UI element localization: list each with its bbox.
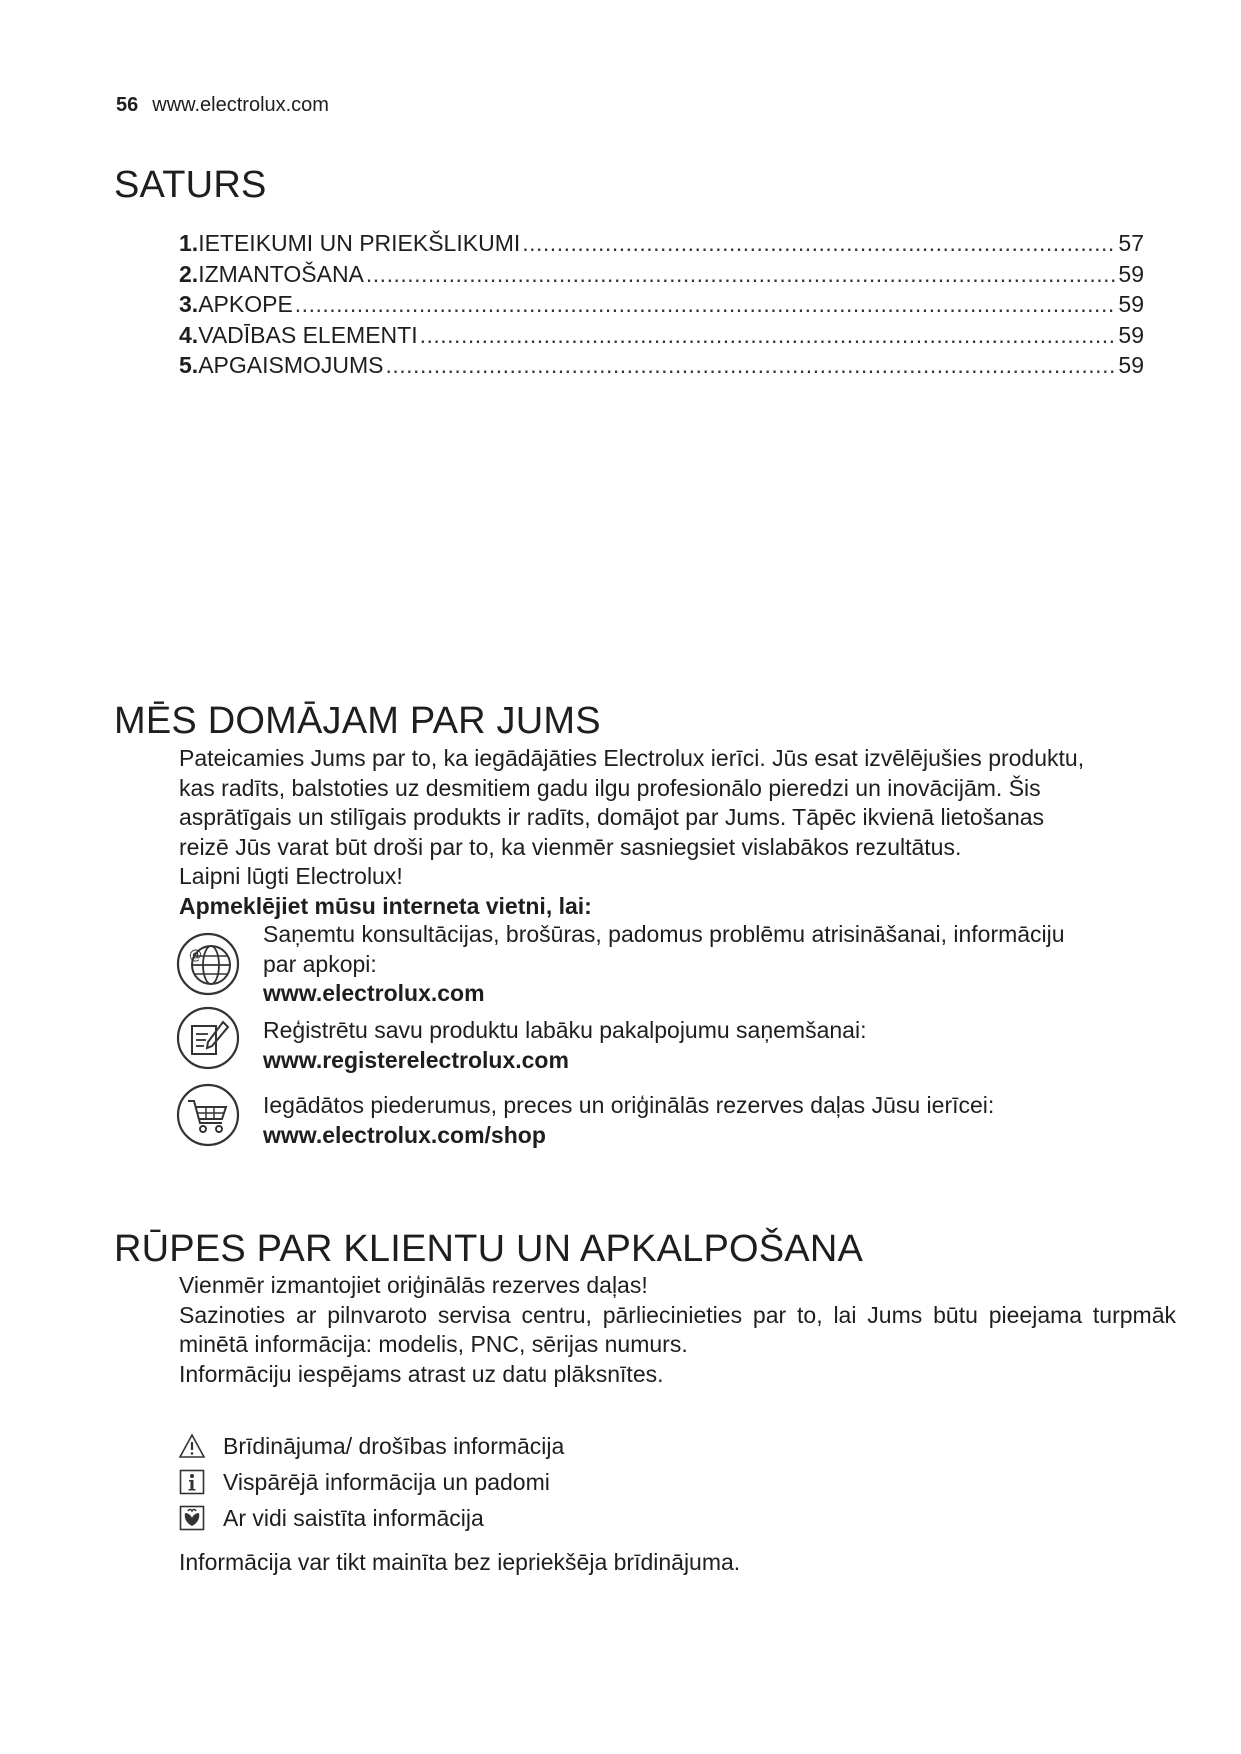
toc-item-page: 59: [1118, 321, 1144, 348]
care-text: [179, 1271, 1176, 1389]
environment-icon: [179, 1505, 205, 1531]
toc-item-label: VADĪBAS ELEMENTI: [198, 321, 418, 348]
page-number: 56: [116, 94, 139, 116]
thinking-intro: [179, 744, 1159, 921]
intro-line: asprātīgais un stilīgais produkts ir radīts, domājot par Jums. Tāpēc ikvienā lietošanas: [179, 804, 1045, 830]
toc-item[interactable]: [179, 352, 1144, 383]
intro-line: Pateicamies Jums par to, ka iegādājāties Electrolux ierīci. Jūs esat izvēlējušies produktu,: [179, 745, 1085, 771]
intro-line: kas radīts, balstoties uz desmitiem gadu ilgu profesionālo pieredzi un inovācijām. Šis: [179, 774, 1041, 801]
toc-item[interactable]: [179, 261, 1144, 292]
link-description: Saņemtu konsultācijas, brošūras, padomus problēmu atrisināšanai, informāciju: [263, 921, 1065, 947]
toc-leader-dots: [522, 230, 1116, 257]
toc-item-number: 4.: [179, 321, 199, 348]
toc-item-number: 3.: [179, 291, 199, 317]
link-item-register: [263, 1016, 1163, 1075]
visit-heading: Apmeklējiet mūsu interneta vietni, lai:: [179, 892, 592, 919]
toc-item-number: 1.: [179, 230, 199, 256]
link-item-support: [263, 920, 1163, 1009]
shop-url-link[interactable]: www.electrolux.com/shop: [263, 1121, 546, 1148]
toc-item-page: 59: [1118, 291, 1144, 317]
link-description: Reģistrētu savu produktu labāku pakalpojumu saņemšanai:: [263, 1017, 867, 1043]
legend-item: [179, 1428, 564, 1464]
contents-title: SATURS: [114, 164, 267, 206]
warning-icon: [179, 1433, 205, 1459]
toc-item[interactable]: [179, 322, 1144, 353]
info-icon: [179, 1469, 205, 1495]
toc-item[interactable]: [179, 291, 1144, 322]
page-header: [116, 94, 329, 117]
intro-line: Laipni lūgti Electrolux!: [179, 863, 403, 889]
thinking-title: MĒS DOMĀJAM PAR JUMS: [114, 700, 601, 742]
support-url-link[interactable]: www.electrolux.com: [263, 980, 485, 1006]
svg-text:@: @: [189, 948, 202, 963]
toc-leader-dots: [420, 322, 1117, 349]
toc-item-number: 2.: [179, 260, 199, 287]
link-description: Iegādātos piederumus, preces un oriģinālās rezerves daļas Jūsu ierīcei:: [263, 1092, 995, 1118]
toc-item-number: 5.: [179, 352, 199, 378]
toc-item-page: 57: [1118, 230, 1144, 256]
care-line: Informāciju iespējams atrast uz datu plāksnītes.: [179, 1360, 664, 1387]
legend-label: Brīdinājuma/ drošības informācija: [223, 1432, 565, 1459]
toc-item[interactable]: [179, 230, 1144, 261]
legend-label: Ar vidi saistīta informācija: [223, 1504, 484, 1531]
legend-item: [179, 1464, 564, 1500]
website-link[interactable]: www.electrolux.com: [152, 94, 329, 116]
toc-item-page: 59: [1118, 260, 1144, 287]
toc-item-label: APKOPE: [198, 291, 293, 317]
toc-item-label: APGAISMOJUMS: [198, 352, 384, 378]
register-icon: [176, 1006, 240, 1070]
register-url-link[interactable]: www.registerelectrolux.com: [263, 1046, 569, 1073]
link-description: par apkopi:: [263, 950, 377, 977]
globe-icon: [176, 932, 240, 996]
shopping-cart-icon: [176, 1083, 240, 1147]
footer-note: Informācija var tikt mainīta bez iepriekšēja brīdinājuma.: [179, 1549, 741, 1575]
intro-line: reizē Jūs varat būt droši par to, ka vienmēr sasniegsiet vislabākos rezultātus.: [179, 833, 962, 860]
link-item-shop: [263, 1091, 1163, 1150]
toc-item-label: IZMANTOŠANA: [198, 260, 364, 287]
legend-item: [179, 1500, 564, 1536]
care-title: RŪPES PAR KLIENTU UN APKALPOŠANA: [114, 1228, 864, 1270]
table-of-contents: [179, 230, 1144, 383]
toc-leader-dots: [386, 352, 1117, 379]
symbol-legend: [179, 1428, 564, 1536]
toc-item-label: IETEIKUMI UN PRIEKŠLIKUMI: [198, 230, 521, 256]
toc-leader-dots: [295, 291, 1117, 318]
toc-item-page: 59: [1118, 352, 1144, 378]
toc-leader-dots: [366, 261, 1117, 288]
legend-label: Vispārējā informācija un padomi: [223, 1468, 550, 1495]
care-line: Sazinoties ar pilnvaroto servisa centru, pārliecinieties par to, lai Jums būtu pieejama turpmāk minētā informācija: modelis, PNC, sērijas numurs.: [179, 1301, 1176, 1357]
care-line: Vienmēr izmantojiet oriģinālās rezerves daļas!: [179, 1272, 648, 1298]
